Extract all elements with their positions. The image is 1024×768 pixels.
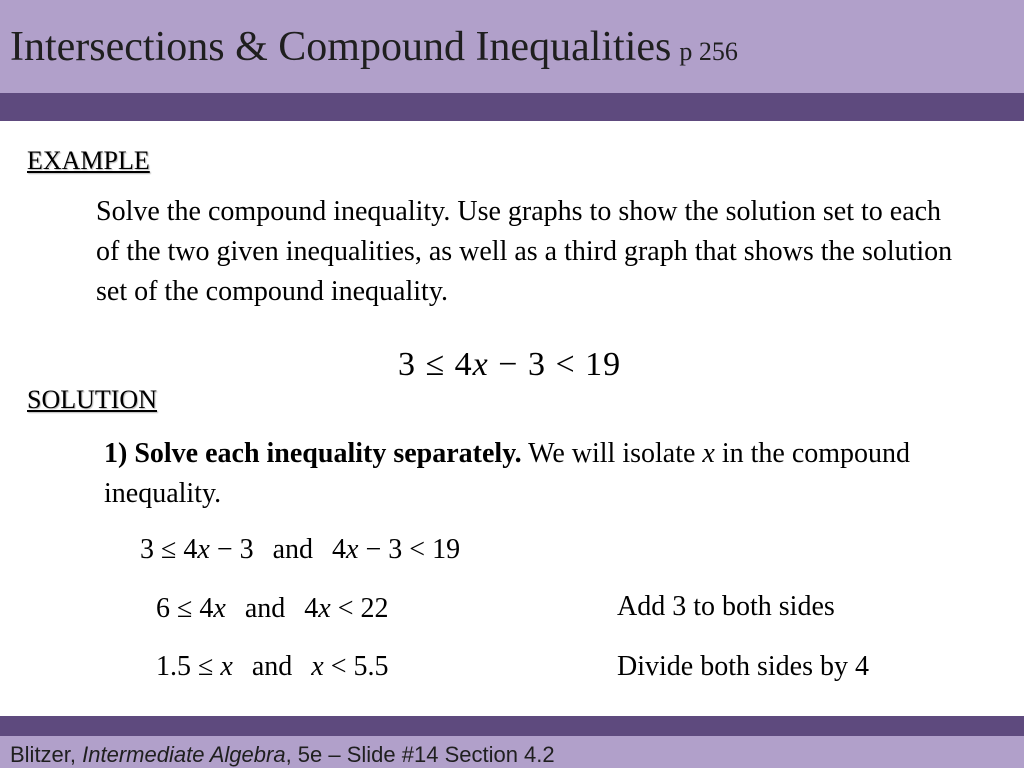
ineq-op1: ≤: [425, 346, 446, 383]
footer-author: Blitzer,: [10, 742, 83, 767]
example-heading: EXAMPLE: [27, 146, 150, 175]
step-1-text: [104, 434, 974, 514]
slide-title: [10, 22, 738, 77]
row2-a-var: x: [213, 593, 226, 624]
step-1-text-b: in the compound inequality.: [104, 438, 911, 509]
row3-a-var: x: [220, 651, 233, 682]
equation-row-3: [156, 650, 388, 684]
row3-b-tail: < 5.5: [323, 651, 389, 682]
row1-b-tail: − 3 < 19: [358, 534, 461, 565]
step-1-label: 1) Solve each inequality separately.: [104, 438, 522, 469]
row1-a: 3 ≤ 4: [140, 534, 198, 565]
row1-b-var: x: [346, 534, 359, 565]
row1-a-var: x: [197, 534, 210, 565]
row2-b-var: x: [318, 593, 331, 624]
footer-book: Intermediate Algebra: [82, 742, 286, 767]
ineq-coef: 4: [454, 346, 473, 383]
row3-conj: and: [251, 651, 293, 682]
row3-b-var: x: [311, 651, 324, 682]
footer-citation: [10, 742, 555, 768]
ineq-const: 3: [527, 346, 546, 383]
compound-inequality: [398, 346, 621, 384]
row1-b: 4: [332, 534, 347, 565]
equation-row-2: [156, 592, 388, 626]
ineq-minus: −: [498, 346, 519, 383]
step-note-divide: Divide both sides by 4: [617, 651, 869, 682]
ineq-op2: <: [555, 346, 576, 383]
page-reference: p 256: [679, 37, 738, 66]
row2-conj: and: [244, 593, 286, 624]
ineq-var: x: [472, 346, 489, 383]
ineq-right: 19: [585, 346, 622, 383]
step-1-text-a: We will isolate: [528, 438, 696, 469]
row1-a-tail: − 3: [209, 534, 254, 565]
solution-heading: SOLUTION: [27, 385, 157, 414]
ineq-left: 3: [398, 346, 416, 383]
equation-row-1: [140, 533, 460, 567]
row2-b: 4: [304, 593, 319, 624]
row3-a: 1.5 ≤: [156, 651, 221, 682]
row1-conj: and: [272, 534, 314, 565]
title-band: [0, 93, 1024, 121]
slide-title-text: Intersections & Compound Inequalities: [10, 24, 672, 70]
step-note-add: Add 3 to both sides: [617, 591, 835, 622]
footer-band: [0, 716, 1024, 736]
row2-a: 6 ≤ 4: [156, 593, 214, 624]
footer-rest: , 5e – Slide #14 Section 4.2: [285, 742, 555, 767]
step-1-var: x: [702, 438, 715, 469]
example-prompt: Solve the compound inequality. Use graphs to show the solution set to each of the two given inequalities, as well as a third graph that shows the solution set of the compound inequality.: [96, 196, 953, 307]
row2-b-tail: < 22: [330, 593, 389, 624]
